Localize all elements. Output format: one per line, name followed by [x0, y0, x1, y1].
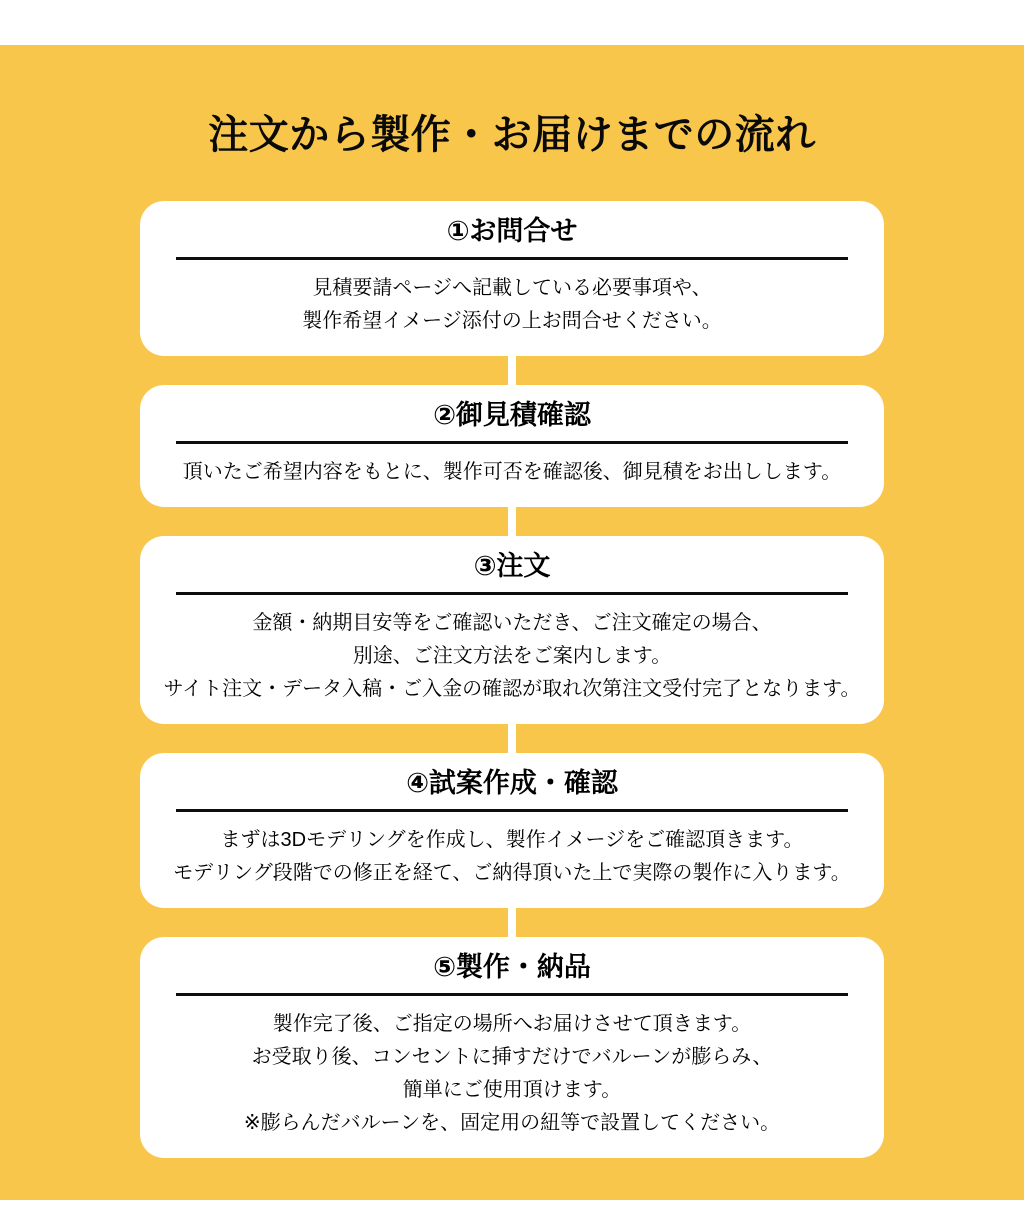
step-text-line: 製作希望イメージ添付の上お問合せください。	[302, 310, 722, 332]
step-text-line: 製作完了後、ご指定の場所へお届けさせて頂きます。	[272, 1013, 752, 1035]
step-body	[140, 607, 884, 706]
step-heading: ③注文	[473, 551, 551, 581]
step-connector	[508, 356, 516, 385]
step-divider	[176, 441, 848, 444]
step-connector	[508, 908, 516, 937]
step-body	[140, 456, 884, 489]
step-body	[140, 1008, 884, 1140]
step-text-line: 簡単にご使用頂けます。	[402, 1079, 622, 1101]
bottom-white-strip	[0, 1200, 1024, 1225]
step-text-line: 頂いたご希望内容をもとに、製作可否を確認後、御見積をお出しします。	[182, 461, 842, 483]
flow-container	[140, 201, 884, 1158]
step-divider	[176, 592, 848, 595]
step-text-line: 別途、ご注文方法をご案内します。	[352, 645, 672, 667]
step-divider	[176, 809, 848, 812]
step-card	[140, 536, 884, 724]
step-connector	[508, 724, 516, 753]
step-heading: ①お問合せ	[446, 216, 578, 246]
step-text-line: モデリング段階での修正を経て、ご納得頂いた上で実際の製作に入ります。	[173, 862, 851, 884]
step-text-line: お受取り後、コンセントに挿すだけでバルーンが膨らみ、	[251, 1046, 773, 1068]
step-text-line: ※膨らんだバルーンを、固定用の紐等で設置してください。	[243, 1112, 781, 1134]
step-card	[140, 201, 884, 356]
page-title: 注文から製作・お届けまでの流れ	[208, 113, 816, 157]
step-card	[140, 937, 884, 1158]
step-text-line: サイト注文・データ入稿・ご入金の確認が取れ次第注文受付完了となります。	[163, 678, 861, 700]
step-card	[140, 385, 884, 507]
step-body	[140, 272, 884, 338]
step-text-line: まずは3Dモデリングを作成し、製作イメージをご確認頂きます。	[220, 829, 804, 851]
step-connector	[508, 507, 516, 536]
yellow-background	[0, 45, 1024, 1200]
step-text-line: 見積要請ページへ記載している必要事項や、	[312, 277, 712, 299]
top-white-strip	[0, 0, 1024, 45]
step-heading: ⑤製作・納品	[433, 952, 591, 982]
step-heading: ④試案作成・確認	[406, 768, 618, 798]
step-divider	[176, 993, 848, 996]
step-divider	[176, 257, 848, 260]
step-heading: ②御見積確認	[433, 400, 591, 430]
step-text-line: 金額・納期目安等をご確認いただき、ご注文確定の場合、	[252, 612, 772, 634]
step-body	[140, 824, 884, 890]
step-card	[140, 753, 884, 908]
